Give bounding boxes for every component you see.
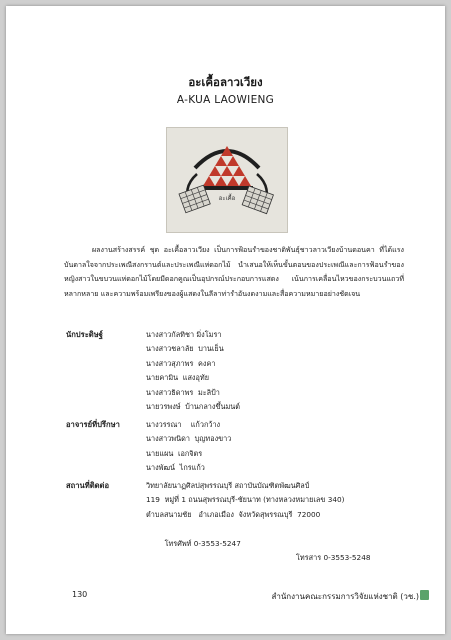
contact-line: ตำบลสนามชัย อำเภอเมือง จังหวัดสุพรรณบุรี 72000: [146, 509, 321, 519]
contact-label: สถานที่ติดต่อ: [66, 481, 110, 490]
contact-section: [66, 479, 406, 580]
title-thai: อะเคื้อลาวเวียง: [188, 75, 263, 89]
creator-name: นางสาวชลาลัย บานเย็น: [146, 344, 224, 354]
advisor-name: นางสาวพนิดา บุญทองขาว: [146, 434, 232, 444]
creator-name: นางสาวธิดาพร มะลิป้า: [146, 387, 220, 397]
creators-label: นักประดิษฐ์: [66, 330, 103, 339]
contact-line: วิทยาลัยนาฏศิลปสุพรรณบุรี สถาบันบัณฑิตพัฒนศิลป์: [146, 481, 310, 490]
contact-fax: โทรสาร 0-3553-5248: [296, 553, 371, 563]
advisors-label: อาจารย์ที่ปรึกษา: [66, 420, 120, 429]
nrct-logo-icon: [420, 590, 429, 600]
emblem-image: [167, 128, 287, 232]
creator-name: นายวรพงษ์ บ้านกลางขึ้นมนต์: [146, 402, 240, 412]
creator-name: นางสาวสุภาพร คงคา: [146, 358, 216, 368]
performance-emblem-photo: [166, 127, 288, 233]
creator-name: นางสาวกัลทิชา มิ่งโมรา: [146, 330, 222, 339]
contact-line: 119 หมู่ที่ 1 ถนนสุพรรณบุรี-ชัยนาท (ทางหลวงหมายเลข 340): [146, 495, 345, 505]
contact-phone: โทรศัพท์ 0-3553-5247: [164, 538, 241, 548]
description-paragraph: ผลงานสร้างสรรค์ ชุด อะเคื้อลาวเวียง เป็นการฟ้อนรำของชาติพันธุ์ชาวลาวเวียงบ้านดอนคา ที่ได้แรงบันดาลใจจากประเพณีสงกรานต์และประเพณีแห่ดอกไม้ นำเสนอให้เห็นขั้นตอนของประเพณีและการฟ้อนรำของหญิงสาวในขบวนแห่ดอกไม้โดยมีดอกคูณเป็นอุปกรณ์ประกอบการแสดง เน้นการเคลื่อนไหวของกระบวนแถวที่หลากหลาย และความพร้อมเพรียงของผู้แสดงในลีลาท่ารำอันงดงามและสื่อความหมายอย่างชัดเจน: [64, 245, 404, 298]
footer-organization: สำนักงานคณะกรรมการวิจัยแห่งชาติ (วช.): [271, 592, 419, 601]
advisors-section: [66, 418, 406, 476]
advisor-name: นางพัฒน์ ไกรแก้ว: [146, 463, 205, 473]
creator-name: นายคามิน แสงอุทัย: [146, 373, 209, 383]
creators-section: [66, 328, 406, 414]
advisor-name: นายแผน เอกจิตร: [146, 448, 203, 458]
title-english: A-KUA LAOWIENG: [176, 94, 275, 106]
page-number: 130: [72, 590, 88, 599]
document-page: [6, 6, 445, 634]
advisor-name: นางวรรณา แก้วกว้าง: [146, 420, 221, 429]
description-block: [64, 243, 404, 301]
emblem-caption: อะเคื้อ: [218, 195, 236, 202]
